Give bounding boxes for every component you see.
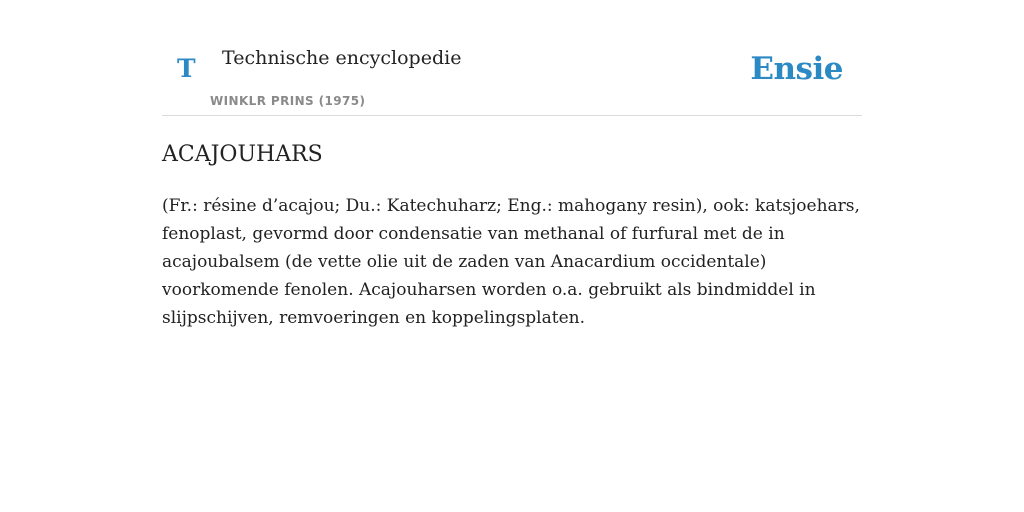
source-label: WINKLR PRINS (1975) xyxy=(210,94,366,108)
page xyxy=(162,0,862,512)
ensie-logo-link[interactable]: Ensie xyxy=(750,51,843,87)
encyclopedia-title-link[interactable]: Technische encyclopedie xyxy=(222,47,462,69)
encyclopedia-logo-icon[interactable]: T xyxy=(177,54,196,83)
site-header xyxy=(162,0,862,116)
entry-body: (Fr.: résine d’acajou; Du.: Katechuharz; Eng.: mahogany resin), ook: katsjoehars, fenoplast, gevormd door condensatie van methanal of furfural met de in acajoubalsem (de vette olie uit de zaden van Anacardium occidentale) voorkomende fenolen. Acajouharsen worden o.a. gebruikt als bindmiddel in slijpschijven, remvoeringen en koppelingsplaten. xyxy=(162,196,860,328)
entry-title: ACAJOUHARS xyxy=(162,142,323,167)
